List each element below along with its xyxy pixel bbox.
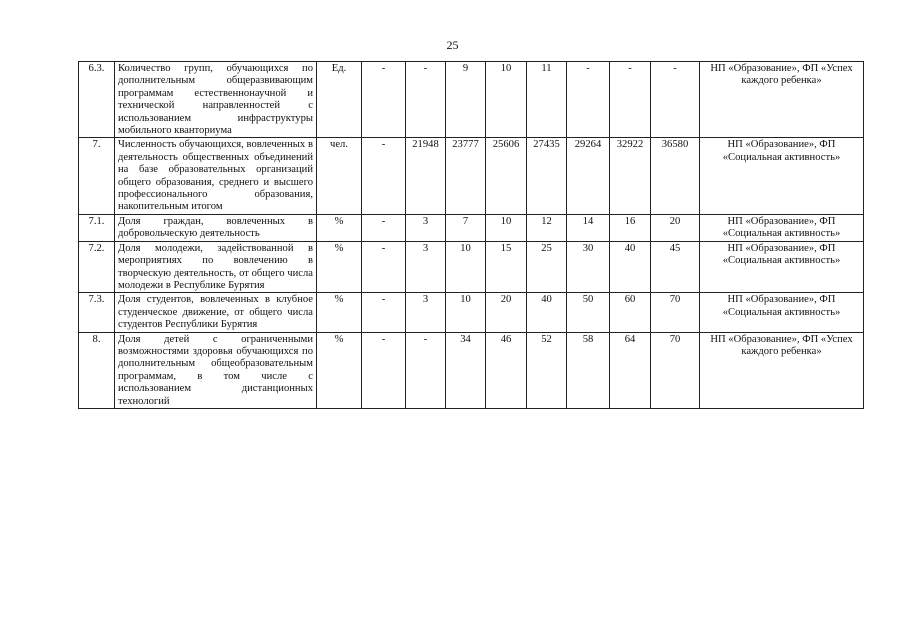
value-cell: 20 [651, 214, 700, 241]
value-cell: 52 [527, 332, 567, 408]
value-cell: 25606 [486, 138, 527, 214]
value-cell: 10 [486, 62, 527, 138]
value-cell: 12 [527, 214, 567, 241]
value-cell: 40 [527, 293, 567, 332]
value-cell: - [362, 138, 406, 214]
indicator-name-cell: Доля студентов, вовлеченных в клубное студенческое движение, от общего числа студентов Республики Бурятия [115, 293, 317, 332]
row-number-cell: 7. [79, 138, 115, 214]
value-cell: 14 [567, 214, 610, 241]
value-cell: - [362, 214, 406, 241]
value-cell: 32922 [610, 138, 651, 214]
table-row [79, 62, 864, 138]
value-cell: - [362, 332, 406, 408]
value-cell: 25 [527, 241, 567, 293]
unit-cell: % [317, 332, 362, 408]
row-number-cell: 7.1. [79, 214, 115, 241]
unit-cell: чел. [317, 138, 362, 214]
unit-cell: % [317, 293, 362, 332]
table-row [79, 138, 864, 214]
value-cell: 50 [567, 293, 610, 332]
indicator-name-cell: Доля молодежи, задействованной в мероприятиях по вовлечению в творческую деятельность, от общего числа молодежи в Республике Бурятия [115, 241, 317, 293]
unit-cell: % [317, 241, 362, 293]
source-cell: НП «Образование», ФП «Социальная активность» [700, 293, 864, 332]
value-cell: - [406, 332, 446, 408]
value-cell: 3 [406, 214, 446, 241]
value-cell: - [567, 62, 610, 138]
value-cell: - [362, 293, 406, 332]
source-cell: НП «Образование», ФП «Успех каждого ребенка» [700, 332, 864, 408]
value-cell: 45 [651, 241, 700, 293]
value-cell: 46 [486, 332, 527, 408]
value-cell: 58 [567, 332, 610, 408]
value-cell: 16 [610, 214, 651, 241]
source-cell: НП «Образование», ФП «Социальная активность» [700, 241, 864, 293]
source-cell: НП «Образование», ФП «Успех каждого ребенка» [700, 62, 864, 138]
value-cell: 21948 [406, 138, 446, 214]
row-number-cell: 7.3. [79, 293, 115, 332]
value-cell: 64 [610, 332, 651, 408]
value-cell: 30 [567, 241, 610, 293]
value-cell: 34 [446, 332, 486, 408]
value-cell: 23777 [446, 138, 486, 214]
value-cell: 20 [486, 293, 527, 332]
value-cell: 36580 [651, 138, 700, 214]
source-cell: НП «Образование», ФП «Социальная активность» [700, 214, 864, 241]
indicator-name-cell: Доля детей с ограниченными возможностями здоровья обучающихся по дополнительным общеобразовательным программам, в том числе с использованием дистанционных технологий [115, 332, 317, 408]
value-cell: 10 [486, 214, 527, 241]
value-cell: - [362, 62, 406, 138]
value-cell: 70 [651, 293, 700, 332]
value-cell: - [362, 241, 406, 293]
indicator-name-cell: Количество групп, обучающихся по дополнительным общеразвивающим программам естественнонаучной и технической направленностей с использованием инфраструктуры мобильного кванториума [115, 62, 317, 138]
row-number-cell: 7.2. [79, 241, 115, 293]
value-cell: - [406, 62, 446, 138]
value-cell: - [651, 62, 700, 138]
source-cell: НП «Образование», ФП «Социальная активность» [700, 138, 864, 214]
indicator-name-cell: Численность обучающихся, вовлеченных в деятельность общественных объединений на базе образовательных организаций общего образования, среднего и высшего профессионального образования, накопительным итогом [115, 138, 317, 214]
indicators-table [78, 61, 864, 409]
value-cell: 60 [610, 293, 651, 332]
value-cell: 10 [446, 241, 486, 293]
row-number-cell: 8. [79, 332, 115, 408]
table-row [79, 293, 864, 332]
value-cell: 10 [446, 293, 486, 332]
value-cell: 29264 [567, 138, 610, 214]
value-cell: 15 [486, 241, 527, 293]
value-cell: 3 [406, 293, 446, 332]
value-cell: - [610, 62, 651, 138]
table-row [79, 332, 864, 408]
indicator-name-cell: Доля граждан, вовлеченных в добровольческую деятельность [115, 214, 317, 241]
value-cell: 40 [610, 241, 651, 293]
row-number-cell: 6.3. [79, 62, 115, 138]
unit-cell: Ед. [317, 62, 362, 138]
table-row [79, 241, 864, 293]
value-cell: 27435 [527, 138, 567, 214]
table-row [79, 214, 864, 241]
value-cell: 70 [651, 332, 700, 408]
value-cell: 11 [527, 62, 567, 138]
value-cell: 3 [406, 241, 446, 293]
unit-cell: % [317, 214, 362, 241]
page-number: 25 [446, 38, 459, 52]
value-cell: 9 [446, 62, 486, 138]
value-cell: 7 [446, 214, 486, 241]
